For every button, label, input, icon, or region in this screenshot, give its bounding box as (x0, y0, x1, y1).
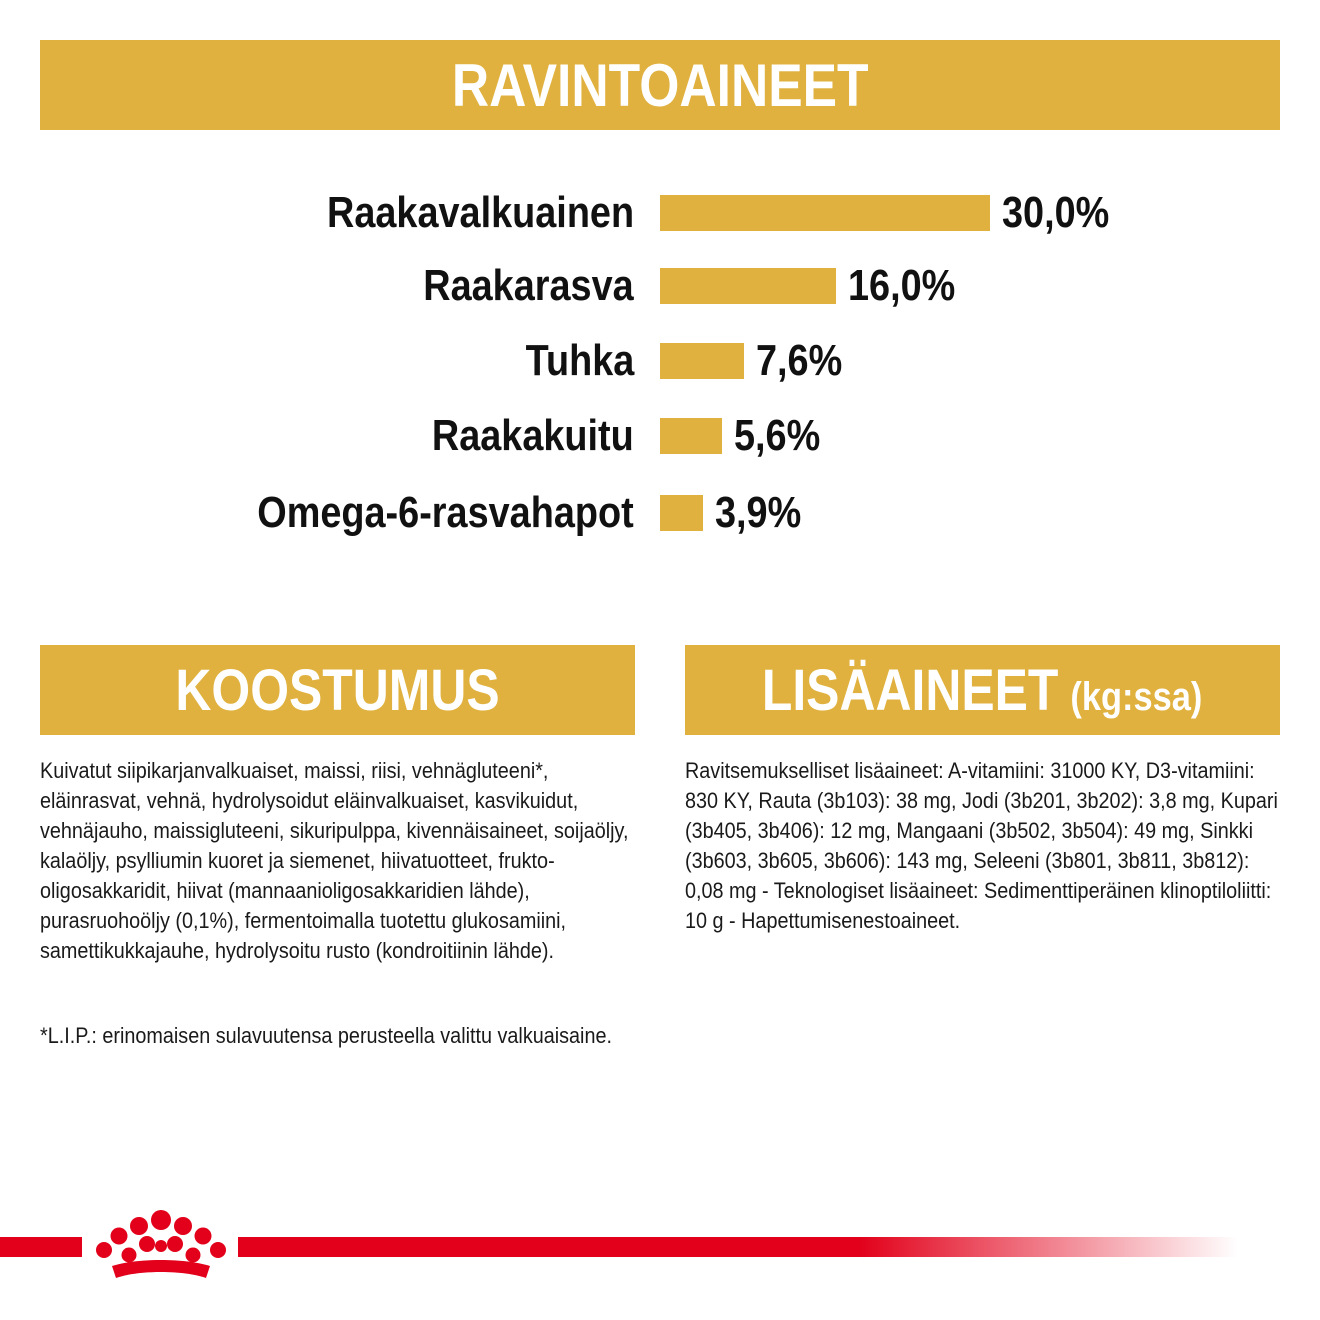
royal-canin-crown-icon (92, 1208, 230, 1284)
composition-title: KOOSTUMUS (175, 657, 500, 723)
nutrient-label: Tuhka (525, 336, 634, 385)
nutrient-value: 5,6% (734, 411, 821, 460)
nutrients-title: RAVINTOAINEET (451, 51, 869, 119)
nutrient-value: 3,9% (715, 488, 802, 537)
additives-text: Ravitsemukselliset lisäaineet: A-vitamiini: 31000 KY, D3-vitamiini: 830 KY, Rauta (3b103): 38 mg, Jodi (3b201, 3b202): 3,8 mg, Kupari (3b405, 3b406): 12 mg, Mangaani (3b502, 3b504): 49 mg, Sinkki (3b603, 3b605, 3b606): 143 mg, Seleeni (3b801, 3b811, 3b812): 0,08 mg - Teknologiset lisäaineet: Sedimenttiperäinen klinoptiloliitti: 10 g - Hapettumisenestoaineet. (685, 758, 1278, 933)
nutrient-label: Raakarasva (423, 261, 634, 310)
additives-unit: (kg:ssa) (1070, 674, 1203, 719)
nutrient-value: 30,0% (1002, 188, 1110, 237)
additives-title: LISÄAINEET (762, 657, 1059, 723)
footer-red-line-right (238, 1237, 1238, 1257)
nutrient-bar (660, 495, 703, 531)
footer-red-line-left (0, 1237, 82, 1257)
nutrient-label: Raakavalkuainen (326, 188, 634, 237)
composition-footnote: *L.I.P.: erinomaisen sulavuutensa perusteella valittu valkuaisaine. (40, 1023, 612, 1048)
additives-banner (685, 645, 1280, 735)
nutrient-label: Raakakuitu (432, 411, 634, 460)
nutrient-label: Omega-6-rasvahapot (257, 488, 634, 537)
nutrient-bar (660, 418, 722, 454)
nutrient-value: 7,6% (756, 336, 843, 385)
nutrient-value: 16,0% (848, 261, 956, 310)
nutrient-chart (0, 0, 1320, 600)
nutrient-bar (660, 195, 990, 231)
nutrient-bar (660, 268, 836, 304)
nutrient-bar (660, 343, 744, 379)
composition-text: Kuivatut siipikarjanvalkuaiset, maissi, riisi, vehnägluteeni*, eläinrasvat, vehnä, hydrolysoidut eläinvalkuaiset, kasvikuidut, vehnäjauho, maissigluteeni, sikuripulppa, kivennäisaineet, soijaöljy, kalaöljy, psylliumin kuoret ja siemenet, hiivatuotteet, frukto-oligosakkaridit, hiivat (mannaanioligosakkaridien lähde), purasruohoöljy (0,1%), fermentoimalla tuotettu glukosamiini, samettikukkajauhe, hydrolysoitu rusto (kondroitiinin lähde). (40, 758, 629, 963)
composition-banner (40, 645, 635, 735)
